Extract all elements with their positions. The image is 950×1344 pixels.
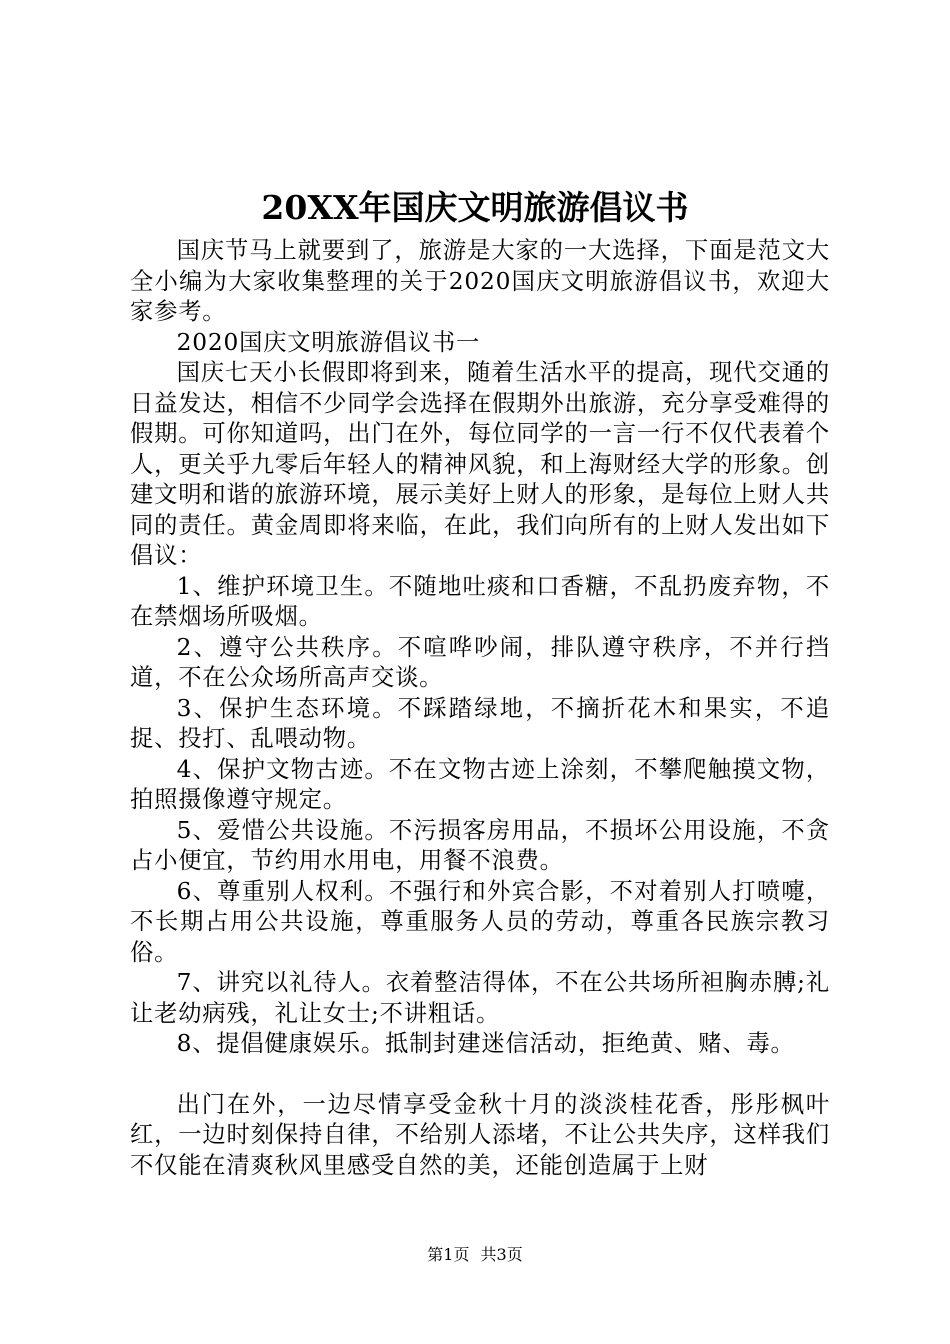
section-heading: 2020国庆文明旅游倡议书一 [176, 328, 481, 356]
proposal-item-2: 2、遵守公共秩序。不喧哗吵闹，排队遵守秩序，不并行挡道，不在公众场所高声交谈。 [130, 633, 830, 691]
intro-paragraph: 国庆节马上就要到了，旅游是大家的一大选择，下面是范文大全小编为大家收集整理的关于2020国庆文明旅游倡议书，欢迎大家参考。 [130, 237, 830, 325]
proposal-item-5: 5、爱惜公共设施。不污损客房用品，不损坏公用设施，不贪占小便宜，节约用水用电，用餐不浪费。 [130, 816, 830, 874]
page-count: 共3页 [480, 1245, 523, 1264]
proposal-item-4: 4、保护文物古迹。不在文物古迹上涂刻，不攀爬触摸文物，拍照摄像遵守规定。 [130, 755, 830, 813]
proposal-item-8: 8、提倡健康娱乐。抵制封建迷信活动，拒绝黄、赌、毒。 [176, 1030, 795, 1057]
closing-paragraph: 出门在外，一边尽情享受金秋十月的淡淡桂花香，彤彤枫叶红，一边时刻保持自律，不给别人添堵，不让公共失序，这样我们不仅能在清爽秋风里感受自然的美，还能创造属于上财 [130, 1090, 830, 1179]
proposal-item-7: 7、讲究以礼待人。衣着整洁得体，不在公共场所袒胸赤膊;礼让老幼病残，礼让女士;不讲粗话。 [130, 969, 830, 1027]
body-paragraph: 国庆七天小长假即将到来，随着生活水平的提高，现代交通的日益发达，相信不少同学会选择在假期外出旅游，充分享受难得的假期。可你知道吗，出门在外，每位同学的一言一行不仅代表着个人，更关乎九零后年轻人的精神风貌，和上海财经大学的形象。创建文明和谐的旅游环境，展示美好上财人的形象，是每位上财人共同的责任。黄金周即将来临，在此，我们向所有的上财人发出如下倡议： [130, 359, 830, 569]
proposal-item-3: 3、保护生态环境。不踩踏绿地，不摘折花木和果实，不追捉、投打、乱喂动物。 [130, 694, 830, 752]
document-body [130, 236, 830, 1181]
document-title: 20XX年国庆文明旅游倡议书 [261, 188, 689, 227]
proposal-item-6: 6、尊重别人权利。不强行和外宾合影，不对着别人打喷嚏，不长期占用公共设施，尊重服务人员的劳动，尊重各民族宗教习俗。 [130, 877, 830, 966]
page-footer [0, 1244, 950, 1266]
proposal-item-1: 1、维护环境卫生。不随地吐痰和口香糖，不乱扔废弃物，不在禁烟场所吸烟。 [130, 572, 830, 630]
page-number: 第1页 [427, 1245, 470, 1264]
